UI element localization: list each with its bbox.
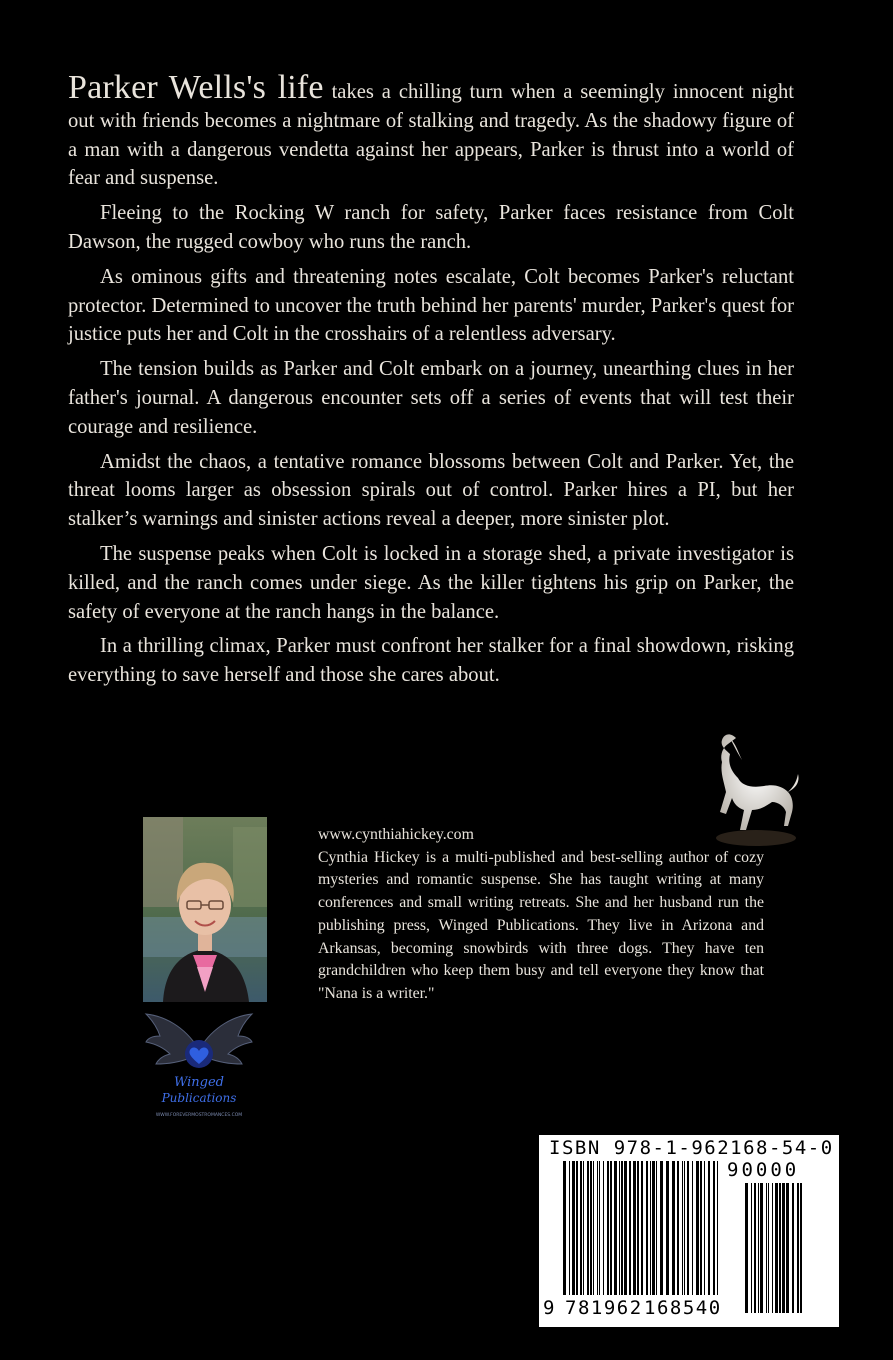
winged-publications-logo — [140, 1008, 258, 1120]
barcode-bar — [682, 1161, 683, 1295]
barcode-bar — [603, 1161, 604, 1295]
barcode-bar — [792, 1183, 794, 1313]
barcode-bar — [646, 1161, 648, 1295]
blurb-paragraph-1 — [68, 69, 794, 193]
barcode-bar — [656, 1161, 657, 1295]
barcode-bar — [745, 1183, 748, 1313]
blurb-paragraph-4: The tension builds as Parker and Colt embark on a journey, unearthing clues in her father's journal. A dangerous encounter sets off a series of events that will test their courage and resilience. — [68, 358, 794, 438]
blurb-paragraph-2: Fleeing to the Rocking W ranch for safety, Parker faces resistance from Colt Dawson, the rugged cowboy who runs the ranch. — [68, 202, 794, 253]
logo-text-winged: Winged — [173, 1075, 225, 1090]
barcode-bar — [619, 1161, 620, 1295]
barcode-bar — [684, 1161, 685, 1295]
blurb-paragraph-5: Amidst the chaos, a tentative romance blossoms between Colt and Parker. Yet, the threat looms larger as obsession spirals out of control. Parker hires a PI, but her stalker’s warnings and sinister actions reveal a deeper, more sinister plot. — [68, 450, 794, 531]
ean-right-digits: 168540 — [644, 1297, 722, 1319]
blurb-paragraph-3: As ominous gifts and threatening notes escalate, Colt becomes Parker's reluctant protector. Determined to uncover the truth behind her parents' murder, Parker's quest for justice puts her and Colt in the crosshairs of a relentless adversary. — [68, 265, 794, 346]
barcode-bar — [708, 1161, 710, 1295]
barcode-bar — [569, 1161, 570, 1295]
logo-text-publications: Publications — [161, 1091, 237, 1105]
author-portrait-image — [143, 817, 267, 1002]
barcode-bar — [779, 1183, 781, 1313]
author-bio-text: Cynthia Hickey is a multi-published and best-selling author of cozy mysteries and romantic suspense. She has taught writing at many conferences and small writing retreats. She and her husband run the publishing press, Winged Publications. They live in Arizona and Arkansas, becoming snowbirds with three dogs. They have ten grandchildren who keep them busy and tell everyone they know that "Nana is a writer." — [318, 848, 764, 1002]
barcode-bar — [692, 1161, 693, 1295]
isbn-barcode — [539, 1135, 839, 1327]
barcode-bar — [696, 1161, 699, 1295]
blurb-lead-title: Parker Wells's life — [68, 69, 324, 106]
barcode-bar — [621, 1161, 623, 1295]
barcode-bar — [587, 1161, 589, 1295]
back-cover-blurb — [68, 69, 794, 696]
blurb-paragraph-6: The suspense peaks when Colt is locked in a storage shed, a private investigator is killed, and the ranch comes under siege. As the killer tightens his grip on Parker, the safety of everyone at the ranch hangs in the balance. — [68, 542, 794, 623]
barcode-bar — [583, 1161, 584, 1295]
barcode-bar — [713, 1161, 715, 1295]
barcode-bar — [666, 1161, 669, 1295]
barcode-bar — [754, 1183, 756, 1313]
barcode-bar — [717, 1161, 718, 1295]
ean-first-digit: 9 — [543, 1297, 555, 1319]
isbn-label: ISBN 978-1-962168-54-0 — [549, 1137, 834, 1159]
barcode-bar — [629, 1161, 631, 1295]
ean-left-digits: 781962 — [565, 1297, 643, 1319]
barcode-bar — [800, 1183, 802, 1313]
logo-url: WWW.FOREVERMOSTROMANCES.COM — [155, 1113, 243, 1118]
barcode-bar — [614, 1161, 617, 1295]
barcode-bar — [660, 1161, 663, 1295]
barcode-bar — [766, 1183, 767, 1313]
barcode-bar — [624, 1161, 627, 1295]
barcode-bar — [576, 1161, 578, 1295]
barcode-bar — [637, 1161, 639, 1295]
barcode-bar — [687, 1161, 689, 1295]
barcode-bar — [597, 1161, 598, 1295]
barcode-bar — [797, 1183, 799, 1313]
barcode-bar — [580, 1161, 582, 1295]
barcode-bar — [758, 1183, 759, 1313]
barcode-bar — [652, 1161, 655, 1295]
barcode-bar — [607, 1161, 609, 1295]
author-bio — [318, 824, 764, 1006]
price-addon-digits: 90000 — [727, 1159, 800, 1181]
barcode-bar — [599, 1161, 600, 1295]
barcode-bar — [700, 1161, 702, 1295]
barcode-bar — [772, 1183, 773, 1313]
blurb-paragraph-1-text: takes a chilling turn when a seemingly innocent night out with friends becomes a nightmare of stalking and tragedy. As the shadowy figure of a man with a dangerous vendetta against her appears, Parker is thrust into a world of fear and suspense. — [68, 81, 794, 190]
barcode-bar — [650, 1161, 651, 1295]
barcode-bar — [775, 1183, 778, 1313]
author-website: www.cynthiahickey.com — [318, 826, 474, 843]
barcode-bar — [610, 1161, 612, 1295]
author-photo — [143, 817, 267, 1002]
barcode-bar — [633, 1161, 636, 1295]
barcode-bar — [704, 1161, 705, 1295]
barcode-bar — [641, 1161, 643, 1295]
barcode-bar — [760, 1183, 763, 1313]
barcode-bar — [782, 1183, 785, 1313]
blurb-paragraph-7: In a thrilling climax, Parker must confront her stalker for a final showdown, risking everything to save herself and those she cares about. — [68, 635, 794, 687]
barcode-bar — [677, 1161, 679, 1295]
barcode-bar — [751, 1183, 752, 1313]
barcode-bar — [768, 1183, 769, 1313]
barcode-bar — [786, 1183, 789, 1313]
barcode-bar — [590, 1161, 592, 1295]
barcode-bar — [672, 1161, 675, 1295]
barcode-bar — [572, 1161, 575, 1295]
barcode-bar — [593, 1161, 594, 1295]
barcode-bar — [563, 1161, 566, 1295]
